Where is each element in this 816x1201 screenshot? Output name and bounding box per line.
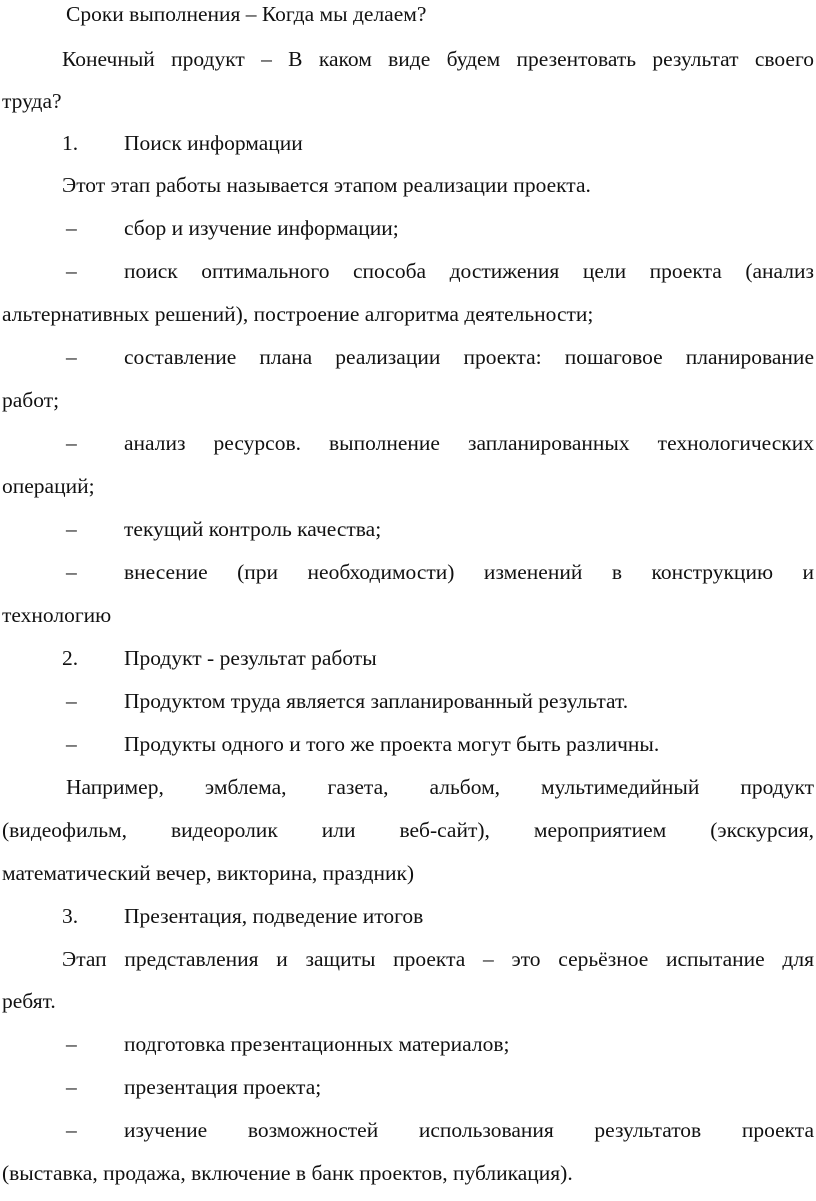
bullet-text: анализ ресурсов. выполнение запланированных технологических (124, 431, 814, 455)
bullet-text-cont: (выставка, продажа, включение в банк проектов, публикация). (2, 1161, 573, 1185)
paragraph-examples: Например, эмблема, газета, альбом, мультимедийный продукт (66, 775, 814, 799)
dash-marker: – (66, 259, 77, 283)
bullet-text: поиск оптимального способа достижения цели проекта (анализ (124, 259, 814, 283)
bullet-text: текущий контроль качества; (124, 517, 382, 541)
bullet-text-cont: альтернативных решений), построение алгоритма деятельности; (2, 302, 594, 326)
dash-marker: – (66, 431, 77, 455)
paragraph-final-product-cont: труда? (2, 89, 62, 113)
bullet-text: презентация проекта; (124, 1075, 322, 1099)
list-item-3-heading: Презентация, подведение итогов (124, 904, 424, 928)
dash-marker: – (66, 1075, 77, 1099)
bullet-text: внесение (при необходимости) изменений в конструкцию и (124, 560, 814, 584)
paragraph-examples-cont: математический вечер, викторина, праздник) (2, 861, 415, 885)
bullet-text: Продуктом труда является запланированный результат. (124, 689, 629, 713)
bullet-text-cont: операций; (2, 474, 95, 498)
dash-marker: – (66, 216, 77, 240)
dash-marker: – (66, 689, 77, 713)
bullet-text: составление плана реализации проекта: пошаговое планирование (124, 345, 814, 369)
bullet-text: Продукты одного и того же проекта могут быть различны. (124, 732, 660, 756)
dash-marker: – (66, 517, 77, 541)
bullet-text-cont: работ; (2, 388, 60, 412)
dash-marker: – (66, 1032, 77, 1056)
paragraph-presentation-stage-cont: ребят. (2, 989, 56, 1013)
dash-marker: – (66, 1118, 77, 1142)
paragraph-deadlines: Сроки выполнения – Когда мы делаем? (66, 2, 427, 26)
paragraph-implementation-stage: Этот этап работы называется этапом реализации проекта. (62, 173, 591, 197)
list-number: 3. (62, 904, 79, 928)
bullet-text: сбор и изучение информации; (124, 216, 399, 240)
list-number: 2. (62, 646, 79, 670)
paragraph-final-product: Конечный продукт – В каком виде будем презентовать результат своего (62, 47, 814, 71)
bullet-text: подготовка презентационных материалов; (124, 1032, 510, 1056)
list-number: 1. (62, 131, 79, 155)
paragraph-examples-cont: (видеофильм, видеоролик или веб-сайт), мероприятием (экскурсия, (2, 818, 814, 842)
dash-marker: – (66, 560, 77, 584)
list-item-2-heading: Продукт - результат работы (124, 646, 377, 670)
list-item-1-heading: Поиск информации (124, 131, 303, 155)
bullet-text: изучение возможностей использования результатов проекта (124, 1118, 814, 1142)
paragraph-presentation-stage: Этап представления и защиты проекта – это серьёзное испытание для (62, 947, 814, 971)
dash-marker: – (66, 732, 77, 756)
dash-marker: – (66, 345, 77, 369)
bullet-text-cont: технологию (2, 603, 112, 627)
